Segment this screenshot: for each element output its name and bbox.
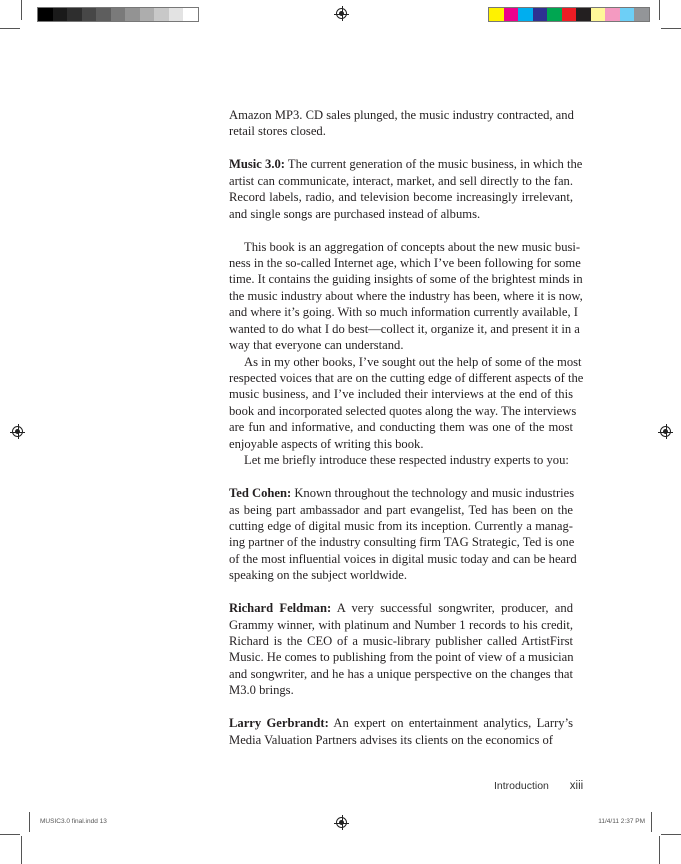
crop-mark [659, 836, 660, 864]
text-line: Let me briefly introduce these respected industry experts to you: [244, 453, 569, 468]
registration-mark-icon [336, 8, 347, 19]
color-swatch [562, 8, 577, 21]
color-swatch [634, 8, 649, 21]
color-swatch [489, 8, 504, 21]
text-line: and single songs are purchased instead of albums. [229, 206, 481, 221]
text-line: and where it’s going. With so much information currently available, I [229, 305, 578, 320]
crop-mark [661, 28, 681, 29]
color-swatch [547, 8, 562, 21]
color-swatch [140, 8, 155, 21]
term-heading: Ted Cohen: [229, 486, 292, 501]
slug-rule [651, 812, 652, 832]
text-line: As in my other books, I’ve sought out the help of some of the most [244, 354, 582, 369]
text-line: and songwriter, and he has a unique perspective on the changes that [229, 666, 573, 681]
text-line: are fun and informative, and conducting them was one of the most [229, 420, 573, 435]
text-line: Grammy winner, with platinum and Number 1 records to his credit, [229, 617, 573, 632]
crop-mark [21, 836, 22, 864]
color-swatch [518, 8, 533, 21]
crop-mark [659, 0, 660, 20]
slug-filename: MUSIC3.0 final.indd 13 [40, 818, 107, 825]
crop-mark [0, 834, 20, 835]
body-text [229, 107, 584, 748]
registration-mark-icon [336, 817, 347, 828]
color-swatch [38, 8, 53, 21]
text-line: book and incorporated selected quotes along the way. The interviews [229, 403, 577, 418]
color-swatch [82, 8, 97, 21]
text-line: Media Valuation Partners advises its clients on the economics of [229, 732, 553, 747]
text-line: retail stores closed. [229, 124, 326, 139]
page-number: xiii [569, 780, 584, 792]
text-line: time. It contains the guiding insights of some of the brightest minds in [229, 272, 583, 287]
text-line: ness in the so-called Internet age, which I’ve been following for some [229, 255, 581, 270]
blank-line [229, 222, 573, 238]
color-swatch [111, 8, 126, 21]
color-swatch [96, 8, 111, 21]
color-swatch [533, 8, 548, 21]
color-swatch [504, 8, 519, 21]
color-swatch [67, 8, 82, 21]
text-line: Larry Gerbrandt: An expert on entertainment analytics, Larry’s [229, 716, 573, 731]
text-line: enjoyable aspects of writing this book. [229, 436, 424, 451]
color-swatch [620, 8, 635, 21]
text-line: of the most influential voices in digital music today and can be heard [229, 551, 577, 566]
color-swatch [605, 8, 620, 21]
crop-mark [661, 834, 681, 835]
slug-rule [29, 812, 30, 832]
color-swatch [183, 8, 198, 21]
blank-line [229, 699, 573, 715]
text-line: ing partner of the industry consulting firm TAG Strategic, Ted is one [229, 535, 575, 550]
text-line: cutting edge of digital music from its inception. Currently a manag- [229, 518, 573, 533]
text-line: music business, and I’ve included their interviews at the end of this [229, 387, 573, 402]
blank-line [229, 469, 573, 485]
text-line: respected voices that are on the cutting edge of different aspects of the [229, 371, 584, 385]
text-line: the music industry about where the industry has been, where it is now, [229, 288, 583, 303]
text-line: Record labels, radio, and television become increasingly irrelevant, [229, 190, 573, 205]
color-swatch [169, 8, 184, 21]
color-swatch [154, 8, 169, 21]
registration-mark-icon [12, 426, 23, 437]
term-heading: Richard Feldman: [229, 601, 332, 616]
text-line: Richard Feldman: A very successful songwriter, producer, and [229, 601, 573, 616]
text-line: wanted to do what I do best—collect it, organize it, and present it in a [229, 321, 580, 336]
registration-mark-icon [660, 426, 671, 437]
blank-line [229, 140, 573, 156]
crop-mark [21, 0, 22, 20]
running-footer [494, 780, 583, 792]
color-swatch [125, 8, 140, 21]
text-line: Ted Cohen: Known throughout the technology and music industries [229, 486, 575, 501]
text-line: M3.0 brings. [229, 683, 294, 698]
color-swatch [591, 8, 606, 21]
text-line: Richard is the CEO of a music-library publisher called ArtistFirst [229, 634, 573, 648]
grayscale-color-bar [37, 7, 199, 22]
text-line: artist can communicate, interact, market, and sell directly to the fan. [229, 173, 573, 188]
text-line: way that everyone can understand. [229, 338, 404, 353]
term-heading: Music 3.0: [229, 157, 285, 172]
color-swatch [576, 8, 591, 21]
blank-line [229, 584, 573, 600]
text-line: Music 3.0: The current generation of the music business, in which the [229, 157, 583, 172]
text-line: This book is an aggregation of concepts about the new music busi- [244, 239, 581, 254]
section-title: Introduction [494, 780, 549, 792]
color-swatch [53, 8, 68, 21]
slug-date: 11/4/11 2:37 PM [598, 818, 645, 825]
text-line: Amazon MP3. CD sales plunged, the music industry contracted, and [229, 108, 574, 122]
crop-mark [0, 28, 20, 29]
text-line: Music. He comes to publishing from the point of view of a musician [229, 650, 574, 665]
process-color-bar [488, 7, 650, 22]
term-heading: Larry Gerbrandt: [229, 716, 329, 731]
text-line: as being part ambassador and part evangelist, Ted has been on the [229, 502, 573, 517]
text-line: speaking on the subject worldwide. [229, 568, 408, 583]
